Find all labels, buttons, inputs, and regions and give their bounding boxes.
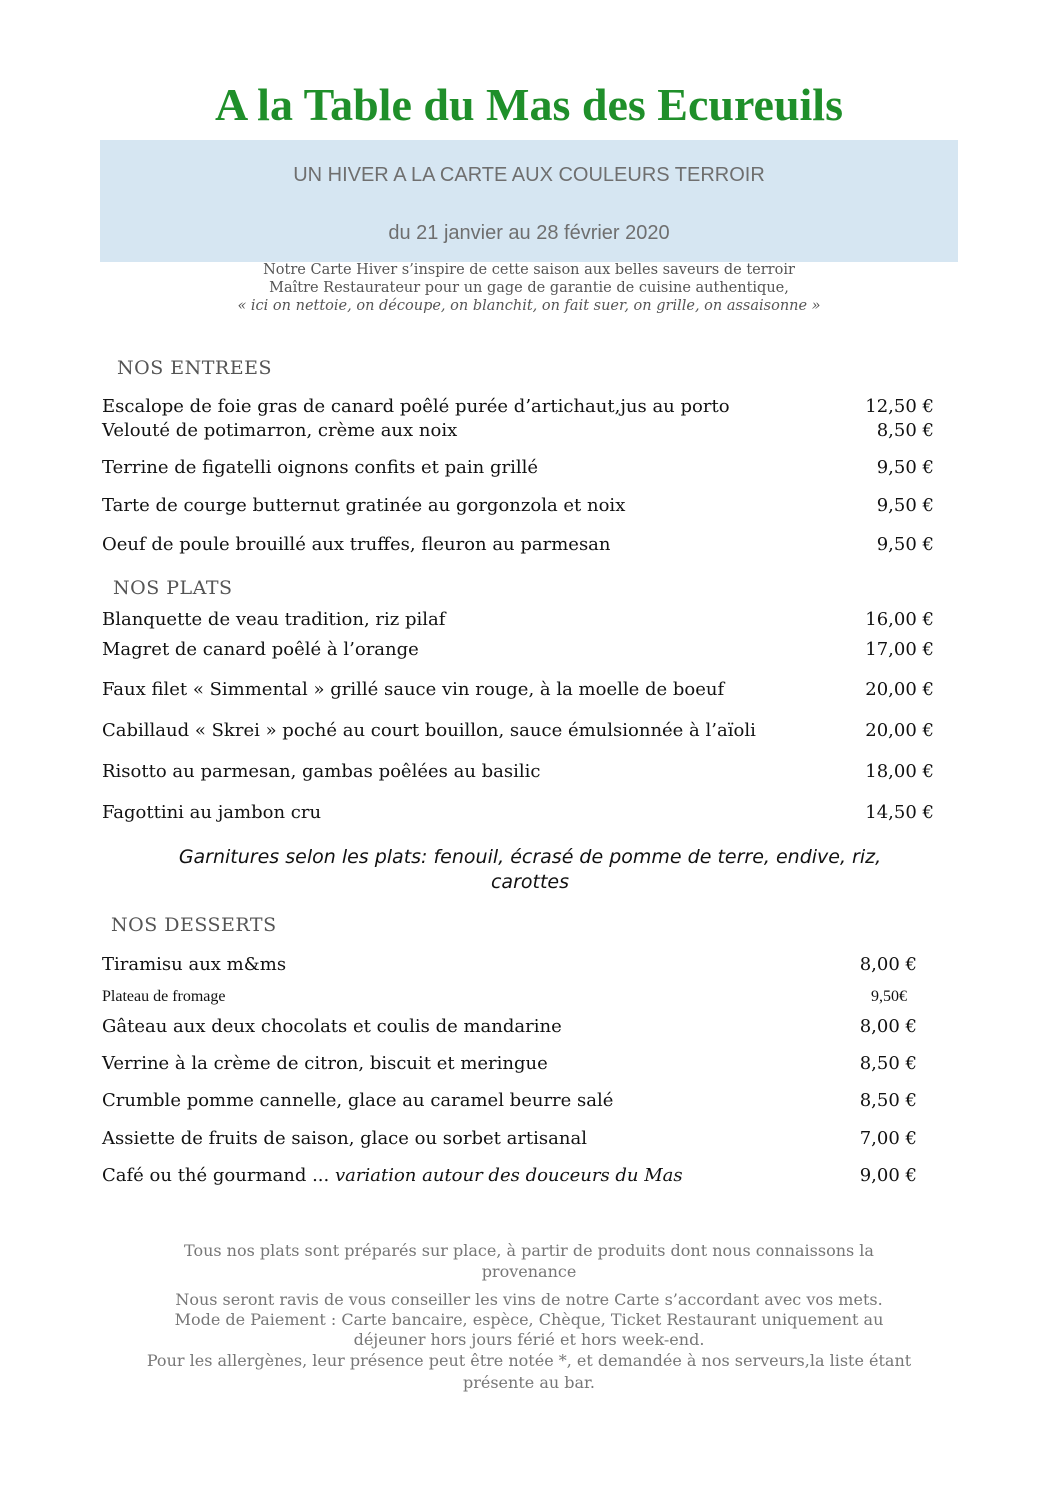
menu-item: Magret de canard poêlé à l’orange [102,639,419,660]
header-banner [100,140,958,262]
menu-item-price: 9,50 € [876,495,934,516]
menu-item-price: 8,00 € [859,954,917,975]
menu-item: Tiramisu aux m&ms [102,954,287,975]
section-heading-desserts: NOS DESSERTS [111,914,277,936]
banner-subtitle: UN HIVER A LA CARTE AUX COULEURS TERROIR [293,164,765,186]
menu-item-price: 9,00 € [859,1165,917,1186]
footer-note: Tous nos plats sont préparés sur place, à partir de produits dont nous connaissons la [184,1241,874,1260]
menu-item-price: 12,50 € [865,396,934,417]
footer-note: déjeuner hors jours férié et hors week-end. [353,1330,705,1349]
menu-item-name: Café ou thé gourmand ... [102,1165,330,1186]
menu-item-price: 8,50 € [859,1090,917,1111]
menu-item-price: 16,00 € [865,609,934,630]
section-heading-entrees: NOS ENTREES [117,357,272,379]
intro-line: Maître Restaurateur pour un gage de garantie de cuisine authentique, [269,280,789,296]
menu-item-price: 18,00 € [865,761,934,782]
banner-dates: du 21 janvier au 28 février 2020 [388,222,670,244]
menu-item-description: variation autour des douceurs du Mas [334,1165,683,1186]
menu-item-price: 20,00 € [865,720,934,741]
footer-note: Nous seront ravis de vous conseiller les vins de notre Carte s’accordant avec vos mets. [175,1290,883,1309]
menu-item: Fagottini au jambon cru [102,802,322,823]
footer-note: provenance [481,1262,577,1281]
menu-item: Plateau de fromage [102,988,226,1005]
menu-item-price: 14,50 € [865,802,934,823]
garnish-note: carottes [490,871,569,893]
menu-item-price: 9,50 € [876,457,934,478]
menu-item: Cabillaud « Skrei » poché au court bouillon, sauce émulsionnée à l’aïoli [102,720,756,741]
menu-item-price: 9,50€ [871,988,907,1005]
garnish-note: Garnitures selon les plats: fenouil, écrasé de pomme de terre, endive, riz, [178,846,882,868]
menu-item: Terrine de figatelli oignons confits et pain grillé [102,457,539,478]
menu-item: Oeuf de poule brouillé aux truffes, fleuron au parmesan [102,534,611,555]
menu-item: Escalope de foie gras de canard poêlé purée d’artichaut,jus au porto [102,396,730,417]
menu-item-price: 9,50 € [876,534,934,555]
footer-note: présente au bar. [462,1373,595,1392]
menu-item [102,1165,683,1186]
menu-item-price: 8,50 € [876,420,934,441]
menu-item: Crumble pomme cannelle, glace au caramel beurre salé [102,1090,614,1111]
menu-item: Gâteau aux deux chocolats et coulis de mandarine [102,1016,562,1037]
menu-item: Blanquette de veau tradition, riz pilaf [102,609,446,630]
menu-item: Faux filet « Simmental » grillé sauce vin rouge, à la moelle de boeuf [102,679,725,700]
section-heading-plats: NOS PLATS [113,577,233,599]
intro-line: Notre Carte Hiver s’inspire de cette saison aux belles saveurs de terroir [263,262,795,278]
footer-note: Mode de Paiement : Carte bancaire, espèce, Chèque, Ticket Restaurant uniquement au [174,1310,884,1329]
page-title: A la Table du Mas des Ecureuils [215,79,843,130]
menu-item: Risotto au parmesan, gambas poêlées au basilic [102,761,541,782]
menu-item-price: 7,00 € [859,1128,917,1149]
menu-item: Velouté de potimarron, crème aux noix [102,420,458,441]
footer-note: Pour les allergènes, leur présence peut être notée *, et demandée à nos serveurs,la liste étant [146,1351,912,1370]
menu-item-price: 17,00 € [865,639,934,660]
intro-line: « ici on nettoie, on découpe, on blanchit, on fait suer, on grille, on assaisonne » [237,298,821,314]
menu-item: Verrine à la crème de citron, biscuit et meringue [102,1053,548,1074]
menu-item-price: 8,00 € [859,1016,917,1037]
menu-item: Tarte de courge butternut gratinée au gorgonzola et noix [102,495,626,516]
menu-item-price: 8,50 € [859,1053,917,1074]
menu-item-price: 20,00 € [865,679,934,700]
menu-item: Assiette de fruits de saison, glace ou sorbet artisanal [102,1128,587,1149]
